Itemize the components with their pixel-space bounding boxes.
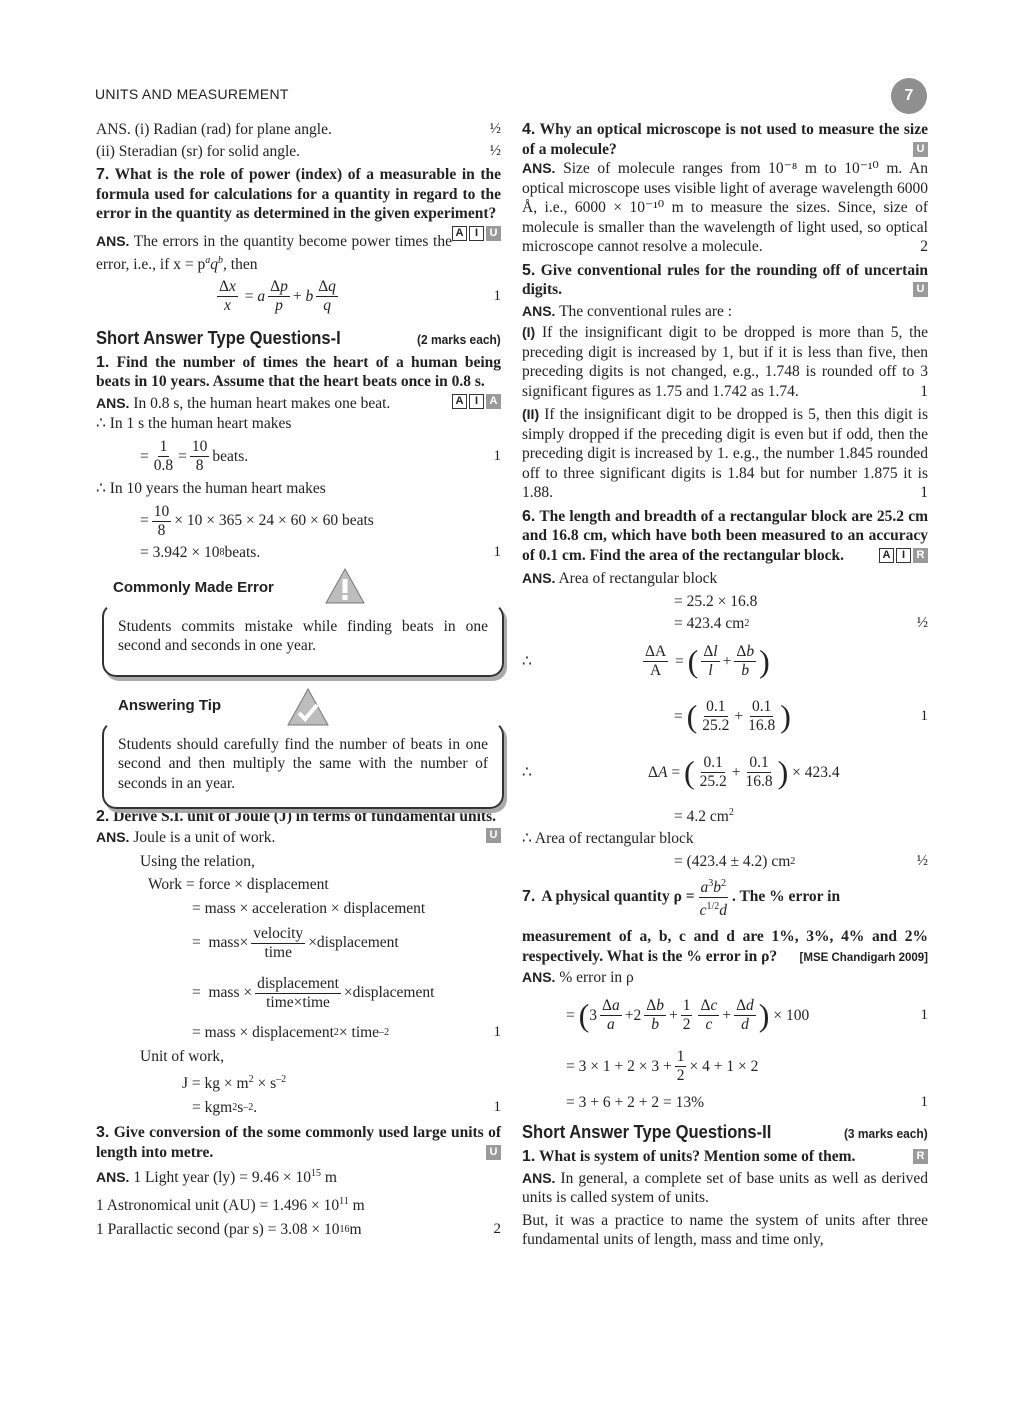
- question-4: 4. Why an optical microscope is not used to measure the size of a molecule? U: [522, 121, 928, 158]
- question-tags: [486, 828, 501, 843]
- running-head: UNITS AND MEASUREMENT: [95, 86, 289, 102]
- question-7-right-cont: measurement of a, b, c and d are 1%, 3%, 4% and 2% respectively. What is the % error in ρ? [MSE Chandigarh 2009]: [522, 928, 928, 965]
- tag-u-icon: U: [486, 828, 501, 843]
- rule-2: (II) If the insignificant digit to be dropped is 5, then this digit is simply dropped if the preceding digit is even but if odd, then the preceding digit is increased by 1. e.g., the number 1.845 rounded off to three significant digits is 1.84 but for number 1.875 it is 1.88. 1: [522, 406, 929, 501]
- absolute-error-value: = 4.2 $cm^2$: [674, 806, 734, 825]
- answer-line: Using the relation,: [140, 852, 255, 870]
- mark-half: ½: [489, 142, 501, 159]
- area-with-error: = (423.4 ± 4.2) cm 2 ½: [674, 852, 928, 870]
- tag-u-icon: U: [913, 142, 928, 157]
- question-tags: [913, 142, 928, 157]
- answer-s1-2: ANS. Joule is a unit of work.: [96, 829, 276, 847]
- tag-r-icon: R: [913, 548, 928, 563]
- work-final-formula: = mass × displacement 2 × time –2 1: [192, 1024, 501, 1042]
- question-tags: [452, 226, 501, 241]
- answer-s1-1: ANS. In 0.8 s, the human heart makes one beat.: [96, 394, 391, 412]
- relative-error-values: = ( $\frac{0.1}{25.2}$ + $\frac{0.1}{16.8}$ ) 1: [674, 698, 928, 734]
- question-tags: [452, 394, 501, 409]
- question-6: 6. The length and breadth of a rectangular block are 25.2 cm and 16.8 cm, which have both been measured to an accuracy of 0.1 cm. Find the area of the rectangular block. A I R: [522, 507, 928, 564]
- answer-line: = 25.2 × 16.8: [674, 592, 758, 610]
- relative-error-formula: ∴ $\frac{\Delta A}{A}$ = ( $\frac{\Delta l}{l}$ + $\frac{\Delta b}{b}$ ): [522, 643, 770, 679]
- answer-6: ANS. Area of rectangular block: [522, 570, 718, 587]
- absolute-error-formula: ∴ ΔA = ( $\frac{0.1}{25.2}$ + $\frac{0.1}{16.8}$ ) × 423.4: [522, 754, 840, 790]
- rule-1: (I) If the insignificant digit to be dropped is more than 5, the preceding digit is increased by 1, but if it is less than five, then preceding digits is not changed, e.g., 1.748 is rounded off to 3 significant figures as 1.75 and 1.742 as 1.74. 1: [522, 324, 929, 400]
- question-tags: [913, 1149, 928, 1164]
- answer-line: Unit of work,: [140, 1047, 224, 1065]
- answer-line: ∴ In 10 years the human heart makes: [96, 479, 326, 497]
- answer-7-right: ANS. % error in ρ: [522, 969, 634, 987]
- question-s1-2: 2. Derive S.I. unit of Joule (J) in terms of fundamental units. U: [96, 807, 501, 827]
- question-7: 7. What is the role of power (index) of a measurable in the formula used for calculations for a quantity in regard to the error in the quantity as determined in the given experiment? A I U: [96, 166, 501, 239]
- percent-error-values: = 3 × 1 + 2 × 3 + $\frac{1}{2}$ × 4 + 1 × 2: [566, 1048, 759, 1085]
- tag-r-icon: R: [913, 1149, 928, 1164]
- error-formula: $\frac{\Delta x}{x}$ = a $\frac{\Delta p}{p}$ + b $\frac{\Delta q}{q}$ 1: [219, 278, 501, 315]
- tag-u-icon: U: [486, 226, 501, 241]
- section-heading-short-answer-2: Short Answer Type Questions-II (3 marks each): [522, 1122, 928, 1143]
- answer-line: Work = force × displacement: [148, 876, 329, 894]
- answering-tip-box: Answering Tip Students should carefully find the number of beats in one second and then multiply the same with the number of seconds in an year.: [96, 693, 501, 805]
- question-7-right: 7. A physical quantity ρ = $\frac{a^3b^2}{c^{1/2}d}$ . The % error in: [522, 873, 928, 921]
- beats-ten-years-formula: = $\frac{10}{8}$ × 10 × 365 × 24 × 60 × 60 beats: [140, 502, 374, 539]
- work-displacement-formula: = mass × $\frac{\text{displacement}}{\text{time×time}}$ ×displacement: [192, 974, 435, 1011]
- tag-a-icon: A: [486, 394, 501, 409]
- answer-line: ∴ In 1 s the human heart makes: [96, 415, 292, 433]
- mark-half: ½: [489, 121, 501, 137]
- tag-ai-icon: I: [896, 548, 911, 563]
- tag-ai-icon: A: [879, 548, 894, 563]
- tag-ai-icon: A: [452, 394, 467, 409]
- error-content-box: Students commits mistake while finding beats in one second and seconds in one year.: [102, 603, 504, 677]
- right-column: [522, 120, 928, 1251]
- question-s1-3: 3. Give conversion of the some commonly used large units of length into metre. U: [96, 1124, 502, 1161]
- answer-4: ANS. Size of molecule ranges from 10⁻⁸ m to 10⁻¹⁰ m. An optical microscope uses visible light of average wavelength 6000 Å, i.e., 6000 × 10⁻¹⁰ m to measure the sizes. Since, size of molecule is smaller than the wavelength of light used, so optical microscope cannot resolve a molecule. 2: [522, 160, 929, 255]
- joule-units: J = kg × $m^2 \times s^{-2}$: [182, 1074, 287, 1093]
- tag-ai-icon: I: [469, 394, 484, 409]
- commonly-made-error-box: Commonly Made Error Students commits mistake while finding beats in one second and seconds in one year.: [96, 577, 501, 685]
- answer-radian: ANS. (i) Radian (rad) for plane angle.: [96, 121, 332, 138]
- section-heading-short-answer-1: Short Answer Type Questions-I (2 marks each): [96, 327, 501, 348]
- question-tags: [486, 1145, 501, 1160]
- question-5: 5. Give conventional rules for the rounding off of uncertain digits. U: [522, 261, 928, 298]
- tip-content-box: Students should carefully find the number of beats in one second and then multiply the same with the number of seconds in an year.: [102, 721, 504, 809]
- answer-light-year: ANS. 1 Light year $(ly) = 9.46 \times 10^{15}$ m: [96, 1168, 337, 1187]
- warning-icon: [324, 567, 366, 605]
- answer-line: But, it was a practice to name the system of units after three fundamental units of length, mass and time only,: [522, 1211, 928, 1249]
- answer-steradian: (ii) Steradian (sr) for solid angle.: [96, 142, 301, 160]
- question-s2-1: 1. What is system of units? Mention some of them. R: [522, 1147, 928, 1167]
- tag-u-icon: U: [913, 282, 928, 297]
- percent-error-formula: = ( 3 $\frac{\Delta a}{a}$ +2 $\frac{\Delta b}{b}$ + $\frac{1}{2}$ $\frac{\Delta c}{c}$ + $\frac{\Delta d}{d}$ ) × 100 1: [566, 997, 928, 1034]
- answer-s2-1: ANS. In general, a complete set of base units as well as derived units is called system of units.: [522, 1169, 929, 1207]
- tag-ai-icon: A: [452, 226, 467, 241]
- page-number-badge: 7: [891, 78, 927, 114]
- question-s1-1: 1. Find the number of times the heart of a human being beats in 10 years. Assume that the heart beats once in 0.8 s. A I A: [96, 353, 501, 407]
- beats-per-second-formula: = $\frac{1}{0.8}$ = $\frac{10}{8}$ beats. 1: [140, 438, 501, 475]
- answer-parsec: 1 Parallactic second (par s) = 3.08 × 10 16 m 2: [96, 1220, 501, 1238]
- joule-units-final: = kgm 2 s –2 . 1: [192, 1098, 501, 1116]
- question-tags: [879, 548, 928, 563]
- question-tags: [913, 282, 928, 297]
- answer-5: ANS. The conventional rules are :: [522, 302, 733, 320]
- answer-line: = mass × acceleration × displacement: [192, 899, 426, 917]
- answer-line: ∴ Area of rectangular block: [522, 830, 694, 848]
- tag-u-icon: U: [486, 1145, 501, 1160]
- percent-error-result: = 3 + 6 + 2 + 2 = 13% 1: [566, 1093, 928, 1111]
- left-column: [96, 120, 501, 1240]
- area-value: = 423.4 cm 2 ½: [674, 615, 928, 632]
- beats-result: = 3.942 × 10 8 beats. 1: [140, 544, 501, 562]
- work-velocity-formula: = mass× $\frac{\text{velocity}}{\text{time}}$ ×displacement: [192, 924, 399, 961]
- answer-7: ANS. The errors in the quantity become power times the error, i.e., if $x = p^aq^b$, then: [96, 232, 452, 274]
- tag-ai-icon: I: [469, 226, 484, 241]
- answer-astronomical-unit: 1 Astronomical unit $(AU) = 1.496 \times 10^{11}$ m: [96, 1195, 365, 1215]
